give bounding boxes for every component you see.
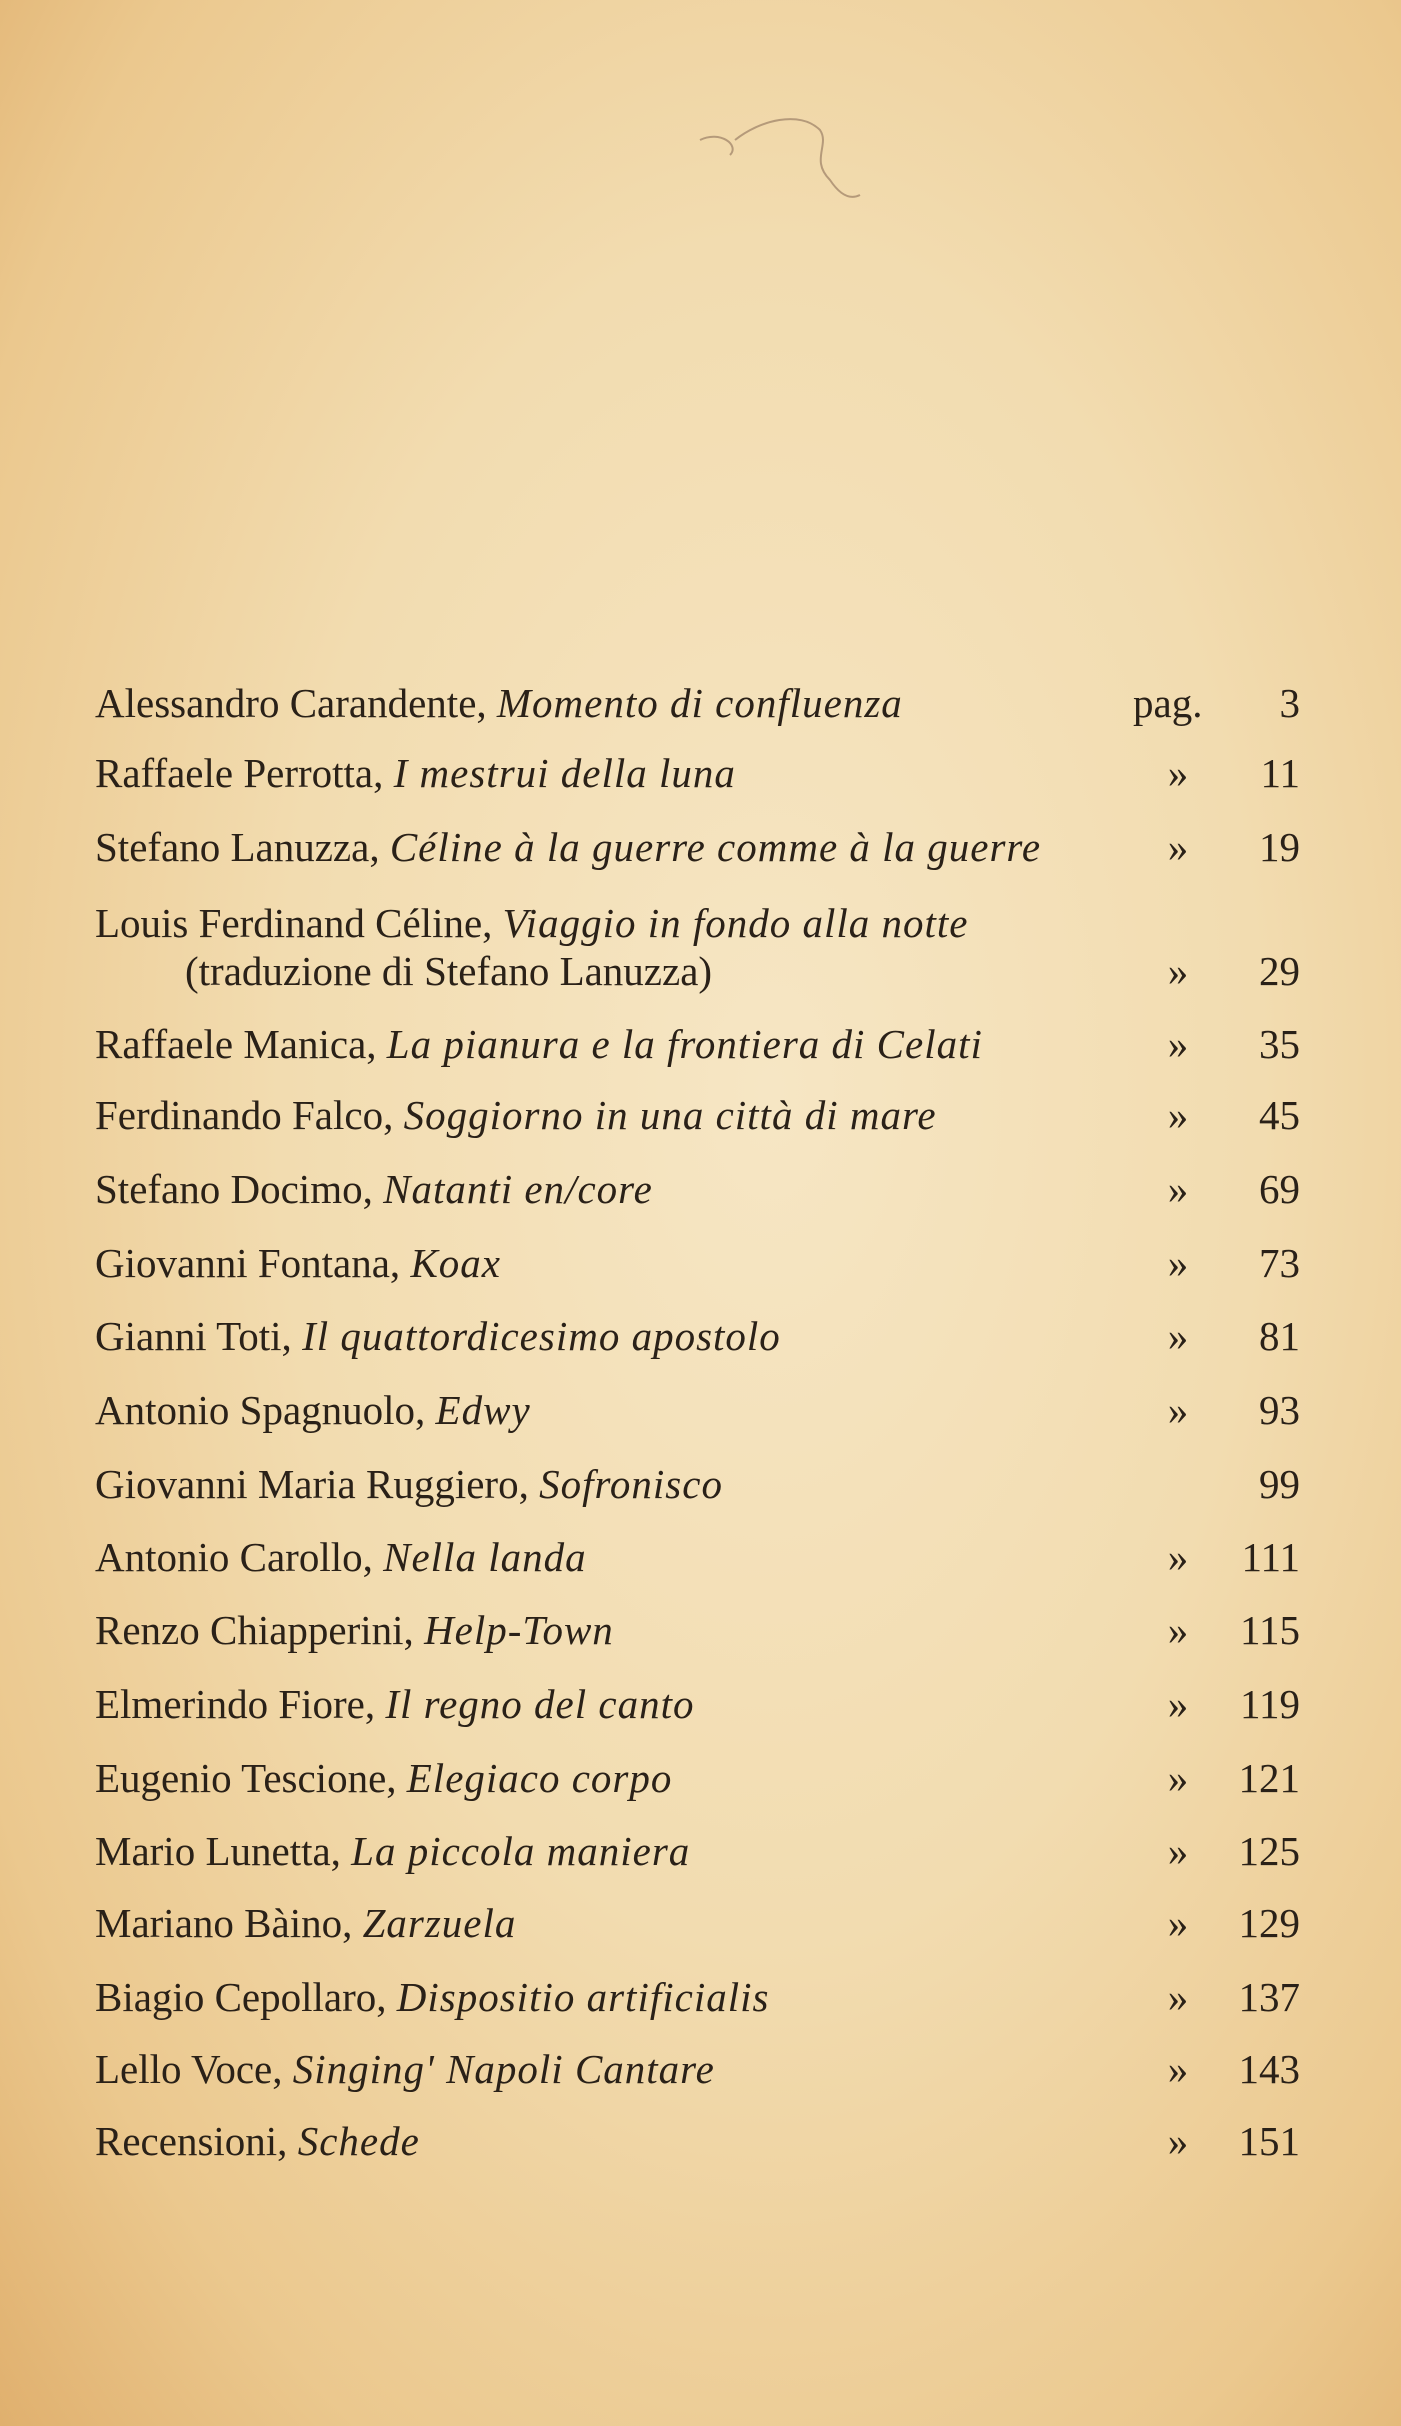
entry-text: [95, 1893, 516, 1953]
page-number: 19: [1259, 824, 1300, 870]
page-marker: »: [1167, 2046, 1189, 2092]
toc-entry: [95, 743, 1300, 803]
entry-text: [95, 817, 1041, 877]
entry-text: [95, 1748, 672, 1808]
toc-entry: [95, 893, 1300, 994]
toc-entry: [95, 817, 1300, 877]
pencil-scribble-mark: [690, 100, 870, 220]
work-title: Soggiorno in una città di mare: [403, 1092, 937, 1138]
entry-text: [95, 1380, 531, 1440]
toc-entry: [95, 1380, 1300, 1440]
work-title: Dispositio artificialis: [396, 1974, 770, 2020]
author: Biagio Cepollaro,: [95, 1974, 387, 2020]
page-marker: »: [1167, 948, 1189, 994]
page-number: 35: [1259, 1021, 1300, 1067]
entry-text: [95, 1967, 769, 2027]
work-title: Schede: [297, 2118, 420, 2164]
author: Stefano Lanuzza,: [95, 824, 380, 870]
author: Raffaele Perrotta,: [95, 750, 384, 796]
page-number: 151: [1238, 2118, 1300, 2164]
toc-entry: [95, 1748, 1300, 1808]
page-number: 73: [1259, 1240, 1300, 1286]
toc-entry: [95, 1527, 1300, 1587]
page-marker: pag.: [1133, 680, 1203, 726]
work-title: Koax: [410, 1240, 501, 1286]
page-marker: »: [1167, 1166, 1189, 1212]
toc-entry: [95, 1454, 1300, 1514]
entry-note: (traduzione di Stefano Lanuzza): [185, 948, 713, 994]
entry-text: [95, 1454, 723, 1514]
page-number: 119: [1240, 1681, 1300, 1727]
toc-entry: [95, 1600, 1300, 1660]
work-title: Il regno del canto: [385, 1681, 695, 1727]
page-number: 3: [1279, 680, 1300, 726]
entry-text: [95, 1306, 781, 1366]
entry-text: [95, 1233, 501, 1293]
toc-entry: [95, 1014, 1300, 1074]
author: Giovanni Fontana,: [95, 1240, 401, 1286]
author: Renzo Chiapperini,: [95, 1607, 414, 1653]
toc-entry: [95, 1821, 1300, 1881]
author: Louis Ferdinand Céline,: [95, 900, 493, 946]
entry-text: [95, 2111, 420, 2171]
author: Giovanni Maria Ruggiero,: [95, 1461, 529, 1507]
entry-text: [95, 1600, 614, 1660]
author: Eugenio Tescione,: [95, 1755, 397, 1801]
author: Mario Lunetta,: [95, 1828, 341, 1874]
author: Elmerindo Fiore,: [95, 1681, 376, 1727]
work-title: I mestrui della luna: [393, 750, 736, 796]
page-marker: »: [1167, 1900, 1189, 1946]
page-number: 11: [1260, 750, 1300, 796]
author: Mariano Bàino,: [95, 1900, 353, 1946]
author: Lello Voce,: [95, 2046, 283, 2092]
work-title: Help-Town: [424, 1607, 614, 1653]
page-marker: »: [1167, 750, 1189, 796]
page-marker: »: [1167, 1755, 1189, 1801]
page-marker: »: [1167, 1021, 1189, 1067]
page-marker: »: [1167, 1387, 1189, 1433]
page-marker: »: [1167, 2118, 1189, 2164]
page-number: 45: [1259, 1092, 1300, 1138]
author: Recensioni,: [95, 2118, 288, 2164]
page-number: 93: [1259, 1387, 1300, 1433]
author: Stefano Docimo,: [95, 1166, 373, 1212]
page-marker: »: [1167, 1607, 1189, 1653]
toc-entry: [95, 1967, 1300, 2027]
toc-entry: [95, 1674, 1300, 1734]
page-marker: »: [1167, 1092, 1189, 1138]
work-title: Natanti en/core: [383, 1166, 653, 1212]
work-title: Momento di confluenza: [496, 680, 903, 726]
author: Antonio Carollo,: [95, 1534, 373, 1580]
page-marker: »: [1167, 1313, 1189, 1359]
toc-entry: [95, 1893, 1300, 1953]
page-marker: »: [1167, 1681, 1189, 1727]
entry-text: [95, 1159, 653, 1219]
page-number: 121: [1238, 1755, 1300, 1801]
work-title: Nella landa: [383, 1534, 587, 1580]
toc-entry: [95, 1085, 1300, 1145]
page-number: 29: [1259, 948, 1300, 994]
work-title: Viaggio in fondo alla notte: [502, 900, 969, 946]
page-number: 81: [1259, 1313, 1300, 1359]
author: Gianni Toti,: [95, 1313, 292, 1359]
page-number: 137: [1238, 1974, 1300, 2020]
entry-text: [95, 1014, 983, 1074]
page-marker: »: [1167, 1828, 1189, 1874]
entry-text: [95, 1821, 690, 1881]
author: Alessandro Carandente,: [95, 680, 487, 726]
toc-entry: [95, 1306, 1300, 1366]
toc-entry: [95, 673, 1300, 733]
page-number: 99: [1259, 1461, 1300, 1507]
work-title: Sofronisco: [539, 1461, 723, 1507]
work-title: Singing' Napoli Cantare: [292, 2046, 715, 2092]
page-marker: »: [1167, 1974, 1189, 2020]
page-number: 69: [1259, 1166, 1300, 1212]
entry-text: [95, 2039, 715, 2099]
work-title: Il quattordicesimo apostolo: [302, 1313, 781, 1359]
page-marker: »: [1167, 1240, 1189, 1286]
page-number: 125: [1238, 1828, 1300, 1874]
work-title: Edwy: [435, 1387, 531, 1433]
author: Antonio Spagnuolo,: [95, 1387, 426, 1433]
toc-entry: [95, 2111, 1300, 2171]
entry-text: [95, 743, 736, 803]
work-title: Elegiaco corpo: [406, 1755, 673, 1801]
author: Ferdinando Falco,: [95, 1092, 394, 1138]
toc-entry: [95, 1233, 1300, 1293]
work-title: La pianura e la frontiera di Celati: [386, 1021, 983, 1067]
entry-text: [95, 1674, 694, 1734]
page-marker: »: [1167, 824, 1189, 870]
work-title: La piccola maniera: [351, 1828, 691, 1874]
toc-entry: [95, 1159, 1300, 1219]
page-number: 143: [1238, 2046, 1300, 2092]
entry-text: [95, 673, 903, 733]
entry-text: [95, 1085, 937, 1145]
page-number: 129: [1238, 1900, 1300, 1946]
page-marker: »: [1167, 1534, 1189, 1580]
page-number: 115: [1240, 1607, 1300, 1653]
entry-text: [95, 1527, 587, 1587]
toc-entry: [95, 2039, 1300, 2099]
work-title: Zarzuela: [362, 1900, 517, 1946]
page-number: 111: [1241, 1534, 1300, 1580]
author: Raffaele Manica,: [95, 1021, 377, 1067]
work-title: Céline à la guerre comme à la guerre: [389, 824, 1042, 870]
